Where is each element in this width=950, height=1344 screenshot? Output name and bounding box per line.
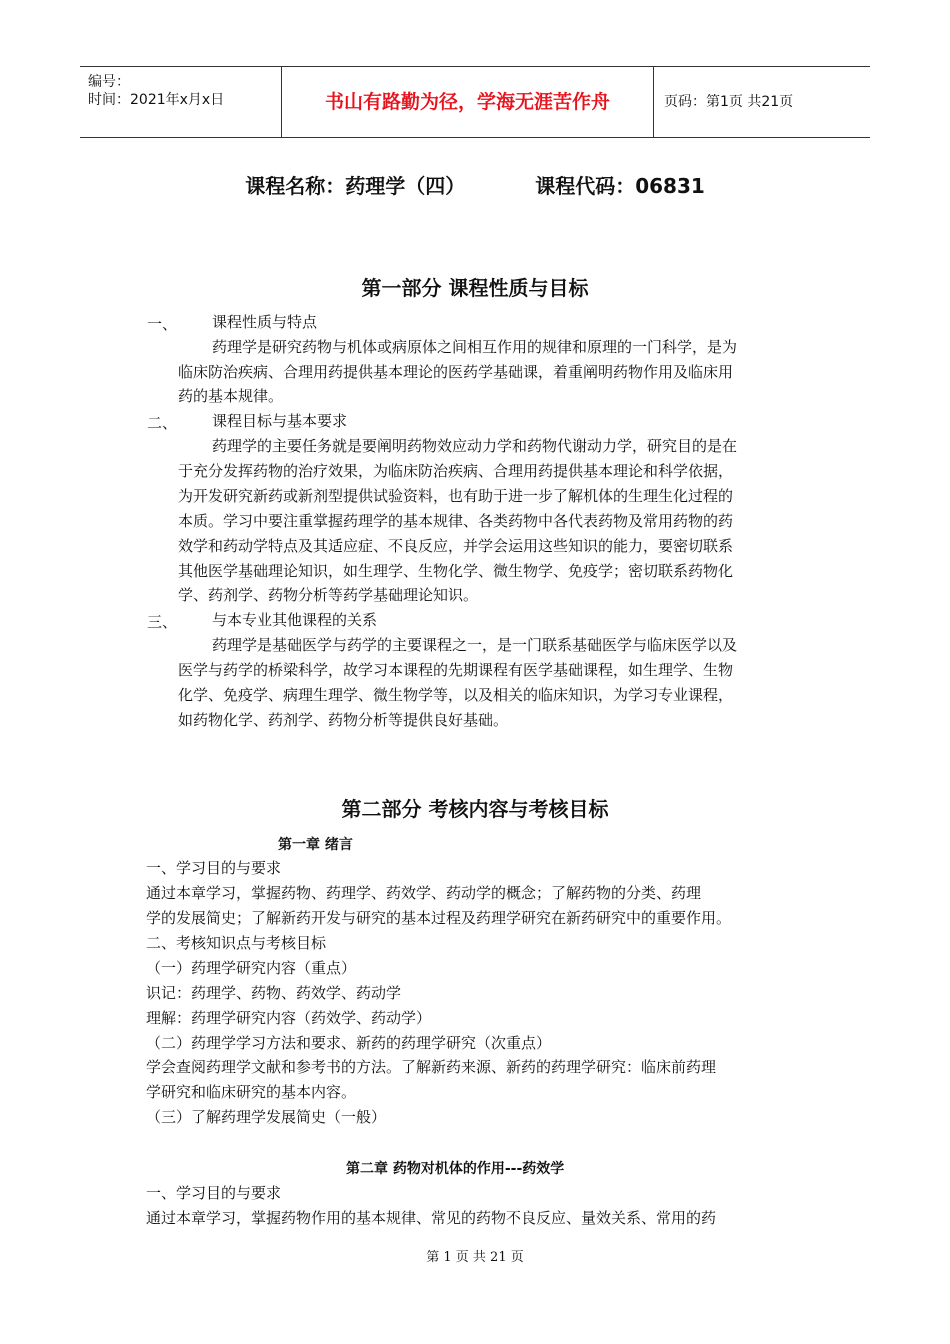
chapter2-title: 第二章 药物对机体的作用---药效学 — [346, 1161, 565, 1177]
paragraph-line: （三）了解药理学发展简史（一般） — [146, 1108, 387, 1126]
paragraph-line: 学研究和临床研究的基本内容。 — [146, 1083, 357, 1101]
paragraph-line: 于充分发挥药物的治疗效果，为临床防治疾病、合理用药提供基本理论和科学依据， — [178, 462, 734, 480]
paragraph-line: 学、药剂学、药物分析等药学基础理论知识。 — [178, 586, 479, 604]
paragraph-line: 药理学的主要任务就是要阐明药物效应动力学和药物代谢动力学，研究目的是在 — [212, 437, 738, 455]
paragraph-line: 效学和药动学特点及其适应症、不良反应，并学会运用这些知识的能力，要密切联系 — [178, 537, 734, 555]
page-footer: 第 1 页 共 21 页 — [426, 1250, 524, 1265]
paragraph-line: 化学、免疫学、病理生理学、微生物学等，以及相关的临床知识，为学习专业课程， — [178, 686, 734, 704]
paragraph-line: 药的基本规律。 — [178, 387, 284, 405]
paragraph-line: 药理学是研究药物与机体或病原体之间相互作用的规律和原理的一门科学，是为 — [212, 338, 738, 356]
chapter1-title: 第一章 绪言 — [278, 837, 353, 853]
paragraph-line: 为开发研究新药或新剂型提供试验资料，也有助于进一步了解机体的生理生化过程的 — [178, 487, 734, 505]
paragraph-line: 临床防治疾病、合理用药提供基本理论的医药学基础课，着重阐明药物作用及临床用 — [178, 363, 734, 381]
paragraph-line: 本质。学习中要注重掌握药理学的基本规律、各类药物中各代表药物及常用药物的药 — [178, 512, 734, 530]
header-motto: 书山有路勤为径，学海无涯苦作舟 — [282, 67, 654, 137]
course-title — [0, 170, 950, 199]
paragraph-line: 药理学是基础医学与药学的主要课程之一，是一门联系基础医学与临床医学以及 — [212, 636, 738, 654]
paragraph-line: 如药物化学、药剂学、药物分析等提供良好基础。 — [178, 711, 509, 729]
paragraph-line: （一）药理学研究内容（重点） — [146, 959, 357, 977]
section-heading: 课程目标与基本要求 — [212, 412, 348, 430]
paragraph-line: 一、学习目的与要求 — [146, 1184, 282, 1202]
date-label: 时间：2021年x月x日 — [88, 92, 225, 108]
number-label: 编号： — [88, 74, 130, 90]
paragraph-line: 学的发展简史；了解新药开发与研究的基本过程及药理学研究在新药研究中的重要作用。 — [146, 909, 732, 927]
paragraph-line: 通过本章学习，掌握药物作用的基本规律、常见的药物不良反应、量效关系、常用的药 — [146, 1209, 717, 1227]
course-name: 课程名称：药理学（四） — [245, 174, 466, 198]
section-number: 一、 — [147, 315, 178, 333]
header-page-info: 页码：第1页 共21页 — [664, 94, 794, 110]
paragraph-line: 医学与药学的桥梁科学，故学习本课程的先期课程有医学基础课程，如生理学、生物 — [178, 661, 734, 679]
part2-title: 第二部分 考核内容与考核目标 — [341, 797, 609, 821]
section-heading: 与本专业其他课程的关系 — [212, 611, 378, 629]
page-header — [80, 66, 870, 138]
paragraph-line: （二）药理学学习方法和要求、新药的药理学研究（次重点） — [146, 1034, 552, 1052]
paragraph-line: 一、学习目的与要求 — [146, 859, 282, 877]
section-heading: 课程性质与特点 — [212, 313, 318, 331]
paragraph-line: 理解：药理学研究内容（药效学、药动学） — [146, 1009, 432, 1027]
paragraph-line: 二、考核知识点与考核目标 — [146, 934, 327, 952]
paragraph-line: 学会查阅药理学文献和参考书的方法。了解新药来源、新药的药理学研究：临床前药理 — [146, 1058, 717, 1076]
part1-title: 第一部分 课程性质与目标 — [361, 276, 589, 300]
paragraph-line: 识记：药理学、药物、药效学、药动学 — [146, 984, 402, 1002]
paragraph-line: 通过本章学习，掌握药物、药理学、药效学、药动学的概念；了解药物的分类、药理 — [146, 884, 702, 902]
section-number: 三、 — [147, 613, 178, 631]
section-number: 二、 — [147, 414, 178, 432]
paragraph-line: 其他医学基础理论知识，如生理学、生物化学、微生物学、免疫学；密切联系药物化 — [178, 562, 734, 580]
course-code: 课程代码：06831 — [535, 174, 705, 198]
header-meta — [80, 67, 282, 137]
